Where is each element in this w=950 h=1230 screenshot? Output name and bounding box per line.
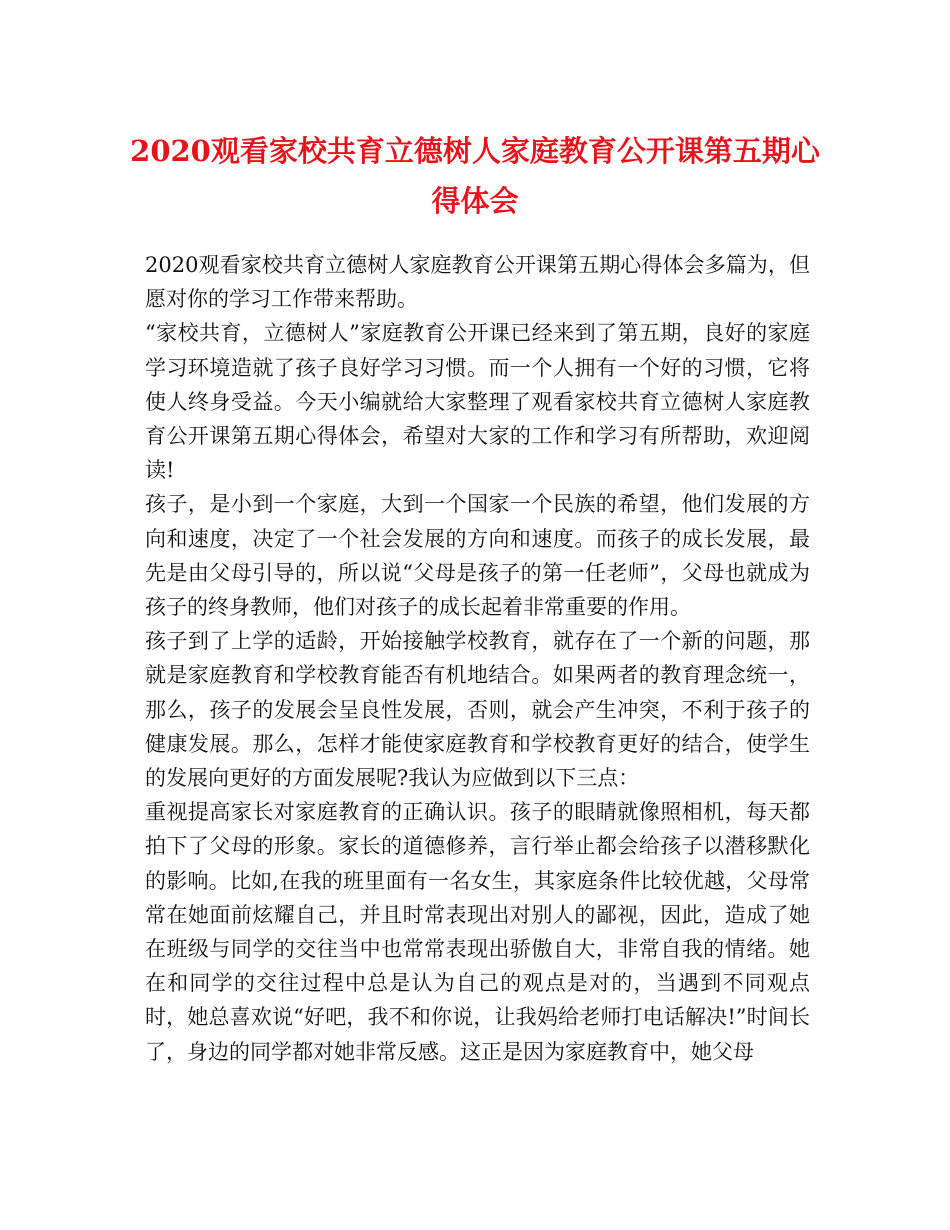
- paragraph-background: “家校共育，立德树人”家庭教育公开课已经来到了第五期，良好的家庭学习环境造就了孩子良好学习习惯。而一个人拥有一个好的习惯，它将使人终身受益。今天小编就给大家整理了观看家校共育立德树人家庭教育公开课第五期心得体会，希望对大家的工作和学习有所帮助，欢迎阅读!: [145, 321, 810, 483]
- document-title: 2020观看家校共育立德树人家庭教育公开课第五期心得体会: [130, 134, 820, 218]
- document-body: [145, 248, 810, 1069]
- paragraph-children-hope: 孩子，是小到一个家庭，大到一个国家一个民族的希望，他们发展的方向和速度，决定了一个社会发展的方向和速度。而孩子的成长发展，最先是由父母引导的，所以说“父母是孩子的第一任老师”，父母也就成为孩子的终身教师，他们对孩子的成长起着非常重要的作用。: [145, 492, 810, 620]
- paragraph-intro: 2020观看家校共育立德树人家庭教育公开课第五期心得体会多篇为，但愿对你的学习工作带来帮助。: [145, 253, 810, 312]
- paragraph-school-age: 孩子到了上学的适龄，开始接触学校教育，就存在了一个新的问题，那就是家庭教育和学校教育能否有机地结合。如果两者的教育理念统一，那么，孩子的发展会呈良性发展，否则，就会产生冲突，不利于孩子的健康发展。那么，怎样才能使家庭教育和学校教育更好的结合，使学生的发展向更好的方面发展呢?我认为应做到以下三点：: [145, 629, 810, 791]
- paragraph-point-one: 重视提高家长对家庭教育的正确认识。孩子的眼睛就像照相机，每天都拍下了父母的形象。家长的道德修养，言行举止都会给孩子以潜移默化的影响。比如,在我的班里面有一名女生，其家庭条件比较优越，父母常常在她面前炫耀自己，并且时常表现出对别人的鄙视，因此，造成了她在班级与同学的交往当中也常常表现出骄傲自大，非常自我的情绪。她在和同学的交往过程中总是认为自己的观点是对的，当遇到不同观点时，她总喜欢说“好吧，我不和你说，让我妈给老师打电话解决!”时间长了，身边的同学都对她非常反感。这正是因为家庭教育中，她父母: [145, 800, 810, 1064]
